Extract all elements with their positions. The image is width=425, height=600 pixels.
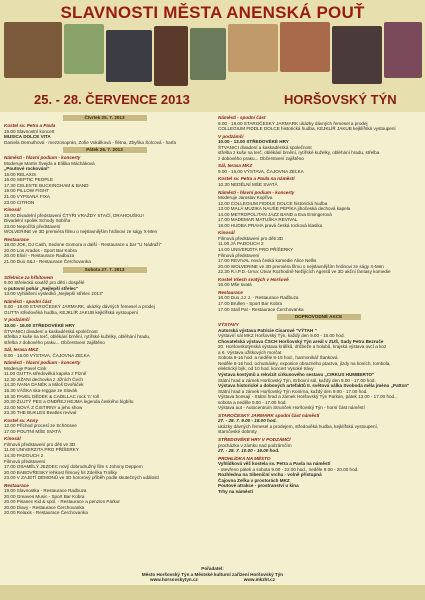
- program-line: Filmová představení: [218, 252, 260, 258]
- program-line: Výstava bonsají - Státní hrad a zámek Horšovský Týn Parkán, pátek 13.00 - 17.00 hod.,: [218, 394, 397, 400]
- venue-heading: Náměstí - hlavní podium - koncerty: [218, 189, 295, 195]
- program-line: 19.00 Slavnostka - Restaurace Radbuza: [4, 488, 87, 494]
- program-line: 22.30 R.I.P.D.-Urna: Útvar Rozhodně Nežijících Agentů ve 3D akční fantasy komedie: [218, 269, 391, 275]
- program-line: 9.00 Střelecká soutěž pro děti i dospělé: [4, 280, 85, 286]
- program-line: 22.00 NOVÁ Z ČISTIRNY a jeho show: [4, 404, 83, 410]
- program-line: 14.00 METROPOLITAN JAZZ BAND a Eva Emingerová: [218, 211, 332, 217]
- program-line: staročeské dobroty: [218, 429, 257, 435]
- venue-heading: PROHLÍDKA NA MĚSTO: [218, 455, 271, 461]
- photo-performers: [332, 26, 382, 84]
- program-line: Trhy na náměstí: [218, 488, 253, 494]
- program-line: 17.00 Stall Pal - Restaurace Čerchovanka: [218, 306, 304, 312]
- program-line: 19.00 Slavnostní koncert: [4, 128, 55, 134]
- program-line: 20.00 Diavy - Restaurace Čerchovanka: [4, 504, 85, 510]
- program-column-right: [218, 113, 419, 494]
- program-line: 27. - 28. 7. 9.00 - 18.00 hod.: [218, 418, 277, 424]
- program-line: 13.00 MALÁ MUZIKA NAUŠE PEPÍKA jihočeská dechová kapela: [218, 206, 351, 212]
- program-line: 12.30 JIŽANI dechovka z Jižních Čech: [4, 376, 83, 382]
- venue-heading: Kinosál: [4, 207, 21, 213]
- program-line: Moderuje Pavel Cink: [4, 365, 47, 371]
- venue-heading: STŘEDOVĚKÉ HRY V PODZÁMČÍ: [218, 436, 291, 442]
- program-line: 12.00 Příchod procesí ze Schönsee: [4, 423, 77, 429]
- program-line: 20.00 BABOVŘESKY lehkost filmový hit Zdeňka Trošky: [4, 469, 118, 475]
- program-line: Moderuje Jaroslav Kopřiva: [218, 195, 273, 201]
- program-line: 17.00 REVIVAL nová česká komedie Alice Nellis: [218, 258, 317, 264]
- program-line: 20.30 ŽLUTÝ PES a ONDŘEJ HEJMA legenda českého bigbítu: [4, 399, 134, 405]
- program-line: 21.00 VYPSANÁ FIXA: [4, 194, 50, 200]
- program-line: o putovní pohár „Nejlepší střelec": [4, 285, 79, 291]
- program-line: Divadelní spolek Schody Sobíňa: [4, 218, 71, 224]
- venue-heading: Střelnice za hřbitovem: [4, 274, 54, 280]
- program-line: GUTTA středověká hudba, KEJKLÍŘ JAKUB kejklířská vystoupení: [4, 309, 138, 315]
- venue-heading: Kinosál: [218, 230, 235, 236]
- program-line: Státní hrad a zámek Horšovský Týn Konírna, každý den 9.00 - 17.00 hod.: [218, 388, 368, 394]
- program-line: 20. Horšovskotýnská výstava králíků, drůbeže a holubů, krajská výstava ovcí a koz: [218, 344, 387, 350]
- program-line: ŠTVANICI divadení a kaskadérská společnost: [218, 144, 312, 150]
- program-line: Daniela Demuthová - mezzosoprán, Zofie Vokálková - flétna, Zbyňka Šolcová - harfa: [4, 139, 177, 145]
- program-line: 14.30 IVANA DANĚK a Miloš Dvořáček: [4, 382, 84, 388]
- photo-church: [228, 24, 278, 72]
- program-line: 19.00 Divadelní představení ČTYŘI VRAŽDY STAČÍ, DRAHOUŠKU!: [4, 212, 144, 218]
- venue-heading: STAROČESKÝ JARMARK spodní část náměstí: [218, 412, 320, 418]
- program-line: 16.00 Duo J.z J. - Restaurace Radbuza: [218, 295, 299, 301]
- program-line: Výstavní sál MKZ Horšovský Týn, každý den 9.00 - 16.00 hod.: [218, 333, 345, 339]
- program-line: 9.00 - 18.00 STAROČESKÝ JARMARK ukázky dávných řemesel a prodej: [218, 120, 368, 126]
- photo-parade: [4, 22, 62, 78]
- program-line: Výstava kostýmů a rekvizit cirkusového sestavu „CIRKUS HUMBERTO": [218, 371, 375, 377]
- program-line: Vyhlídková věž kostela sv. Petra a Pavla na náměstí: [218, 461, 331, 467]
- photo-square: [280, 22, 330, 72]
- program-line: 13.00 Vyhlášení výsledků „Nejlepší střelec 2013": [4, 291, 104, 297]
- venue-heading: VÝSTAVY: [218, 322, 239, 328]
- footer-organizer: Město Horšovský Týn a Městské kulturní zařízení Horšovský Týn: [141, 571, 284, 577]
- venue-heading: Náměstí - spodní část: [218, 115, 266, 120]
- program-line: sobota a neděle 9.00 - 17.00 hod.: [218, 399, 287, 405]
- program-line: 9.00 - 18.00 STAROČESKÝ JARMARK, ukázky dávných řemesel a prodej: [4, 304, 155, 310]
- venue-heading: Restaurace: [4, 236, 29, 242]
- photo-singer: [154, 26, 188, 86]
- venue-heading: Kostel sv. Anny: [4, 417, 39, 423]
- program-line: 14.00 UNIVERZITA PRO PŘÍŠERKY: [218, 247, 294, 253]
- program-line: elektrický býk, od 10 hod. koncert Vysoké trávy: [218, 366, 314, 372]
- program-line: Sobota 8-16 hod. a neděle 8-15 hod., harmonikář Šanková: [218, 355, 338, 361]
- festival-dates: 25. - 28. ČERVENCE 2013: [34, 92, 190, 107]
- venue-heading: Restaurace: [218, 289, 243, 295]
- program-line: Moderuje Martin Švejda a Eliška Mácháková: [4, 160, 95, 166]
- program-line: 18.00 JOK, DJ Cash, Sedone Gomora a další - Restaurace u bar "U Nádraží": [4, 242, 162, 248]
- venue-heading: Restaurace: [4, 482, 29, 488]
- program-line: 23.30 THE BUKLES Beatles revival: [4, 410, 77, 416]
- program-line: 9.00 - 16.00 VÝSTAVA, ČAJOVNA ZEĽKA: [4, 352, 90, 358]
- program-line: 19.00 PILLOW FIGHT: [4, 188, 50, 194]
- program-line: WOLVERINE ve 3D premiéra filmu o nejslavnějším hrdinovi ze ságy X-Men: [4, 229, 158, 235]
- program-line: 20.00 Relaxis - Restaurace Čerchovanka: [4, 510, 88, 516]
- program-line: 16.00 SEPTIC PEOPLE: [4, 177, 54, 183]
- program-line: ukázky dávných řemesel a prodejem, středověká hudba, kejklířská vystoupení,: [218, 423, 379, 429]
- venue-heading: Kostel sv. Petra a Pavla: [4, 123, 56, 128]
- venue-heading: Sál, terasa MKZ: [218, 163, 253, 169]
- program-line: Poutové atrakce - prostranství u kina: [218, 483, 299, 489]
- day-header: Sobota 27. 7. 2013: [63, 267, 147, 273]
- venue-heading: Kostel Všech svatých v Horšově: [218, 276, 289, 282]
- program-line: 15.00 RELAXIS: [4, 171, 37, 177]
- program-line: - otevřeno pátek a sobota 9.00 - 22.00 hod., neděle 9.00 - 20.00 hod.: [218, 466, 359, 472]
- venue-heading: V podzámčí: [218, 133, 244, 139]
- program-line: 23.00 CITRON: [4, 199, 35, 205]
- program-line: 21.00 Duo S&J - Restaurace Čerchovanka: [4, 259, 91, 265]
- photo-castle: [64, 24, 104, 74]
- venue-heading: Náměstí - spodní část: [4, 298, 52, 304]
- program-line: 23.00 Nepočítá představení: [4, 223, 61, 229]
- program-line: 23.00 V ZAJETÍ DÉMONŮ ve 3D hororový příběh podle skutečných událostí: [4, 475, 159, 481]
- program-line: Výstava aut - Autocentrum Strunček Horšovský Týn - horní část náměstí: [218, 405, 365, 411]
- program-line: procházka v zámku nad podzámčím: [218, 442, 292, 448]
- bottom-bar: [0, 585, 425, 600]
- program-line: 17.00 Brullen - Sport Bar Kobra: [218, 300, 283, 306]
- program-line: 18.30 PAVEL DĚDEK & CADILLAC rock 'n' roll: [4, 393, 99, 399]
- program-line: 12.00 COLLEGIUM FIDDLE DOLCE historická hudba: [218, 200, 328, 206]
- program-line: ŠTVANICI divadení a kaskadérská společnost: [4, 328, 98, 334]
- venue-heading: Sál, terasa MKZ: [4, 347, 39, 353]
- organizer-footer: [0, 566, 425, 583]
- program-line: Čajovna Zeľka v prostorách MKZ: [218, 477, 290, 483]
- day-header: DOPROVODNÉ AKCE: [277, 314, 361, 320]
- header-photo-collage: [0, 0, 425, 112]
- photo-crowd: [190, 28, 226, 80]
- venue-heading: Kinosál: [4, 436, 21, 442]
- program-line: „Poutové rockování": [4, 166, 50, 172]
- program-line: Chovatelská výstava ČSCH Horšovský Týn areál v ZUŠ, Sady Petra Bezruče: [218, 338, 384, 344]
- program-column-left: [4, 113, 205, 516]
- program-line: 20.00 WOLVERINE ve 3D premiéra filmu o nejslavnějším hrdinovi ze ságy X-Men: [218, 263, 384, 269]
- program-line: střelba z kuše na terč, oblékání brnění, rytířské kuželky, obléhání hradu, střelba: [218, 150, 380, 156]
- program-line: 20.00 Elixír - Restaurace Radbuza: [4, 253, 75, 259]
- program-line: Autorská výstava Patricie Cisarové "VÝTAH ": [218, 327, 317, 333]
- venue-heading: Náměstí - hlavní podium - koncerty: [4, 155, 81, 161]
- program-line: 17.00 OSAMĚLÝ JEZDEC nový dobrodružný film s Johnny Deppem: [4, 464, 143, 470]
- program-line: COLLEGIUM FIDDLE DOLCE historická hudba, KEJKLÍŘ JAKUB kejklířská vystoupení: [218, 126, 396, 132]
- program-line: 11.00 GUTTA středověká kapela z Plzně: [4, 371, 87, 377]
- program-line: 17.00 MADEMAR MATUŠKA REVIVAL: [218, 217, 298, 223]
- day-header: Čtvrtek 25. 7. 2013: [63, 115, 147, 121]
- venue-heading: Kostel sv. Petra a Pavla na náměstí: [218, 176, 295, 182]
- program-line: 10.00 - 16.00 STŘEDOVĚKÉ HRY: [4, 322, 75, 328]
- program-line: Výstava historické a dobových artefaktů II. světová válka Svoboda měla jméno „Patton": [218, 383, 410, 389]
- day-header: Pátek 26. 7. 2013: [63, 147, 147, 153]
- festival-title: SLAVNOSTI MĚSTA ANENSKÁ POUŤ: [60, 3, 365, 22]
- photo-dancers: [384, 22, 422, 78]
- program-line: a 6. Výstava užitkových morčat: [218, 349, 282, 355]
- photo-band: [106, 30, 152, 82]
- program-line: 10.30 NEDĚLNÍ MŠE SVATÁ: [218, 182, 278, 188]
- program-line: 16.30 VÁŠKA ska-reggae ze Slovák: [4, 387, 78, 393]
- program-line: 27. - 28. 7. 10.00 - 16.00 hod.: [218, 448, 280, 454]
- festival-place: HORŠOVSKÝ TÝN: [284, 92, 397, 107]
- program-line: střelba z dobového praku... Občerstvení zajištěno: [4, 339, 105, 345]
- program-line: 17.00 POUTNÍ MŠE SVATÁ: [4, 428, 62, 434]
- program-line: 14.30 PADOUCH 2: [4, 452, 44, 458]
- program-line: Státní hrad a zámek Horšovský Týn, Erbovní sál, každý den 9.00 - 17.00 hod.: [218, 377, 376, 383]
- program-line: 9.00 - 16.00 VÝSTAVA, ČAJOVNA ZEĽKA: [218, 168, 304, 174]
- program-line: 11.00 UNIVERZITA PRO PŘÍŠERKY: [4, 447, 79, 453]
- program-line: 11.00 JÁ PADOUCH 2: [218, 241, 264, 247]
- program-line: 20.00 Los Arados - Sport Bar Kobra: [4, 247, 77, 253]
- program-line: MUSICA DOLCE VITA: [4, 134, 51, 140]
- program-line: z dobového praku... Občerstvení zajištěno: [218, 155, 304, 161]
- program-line: 20.00 Pisanec Kid & spol. - Restaurace a penzion Parkur: [4, 499, 120, 505]
- program-line: 10.00 - 13.00 STŘEDOVĚKÉ HRY: [218, 139, 289, 145]
- footer-label: Pořadatel:: [201, 566, 224, 571]
- program-line: 16.00 Mše svatá: [218, 282, 252, 288]
- program-line: Filmová představení pro děti ve 3D: [4, 441, 76, 447]
- program-line: 17.30 CELESTE BUCKINGHAM & BAND: [4, 182, 89, 188]
- footer-websites: www.horsovskytyn.cz www.mkzht.cz: [150, 577, 275, 583]
- venue-heading: V podzámčí: [4, 317, 30, 323]
- program-line: Neděle 8-16 hod. ochutnávky, exposice obrazného ptactva, jízdy na koních, tombola,: [218, 360, 391, 366]
- program-line: střelba z kuše na terč, oblékání brnění, rytířské kuželky, obléhání hradu,: [4, 334, 151, 340]
- venue-heading: Náměstí - hlavní podium - koncerty: [4, 360, 81, 366]
- program-line: Filmová představení pro děti 3D: [218, 235, 284, 241]
- program-line: 18.00 HUDBA PRAHA pravá česká rocková klasika: [218, 222, 323, 228]
- program-line: 20.00 Greaves Music - Sport Bar Kobra: [4, 493, 85, 499]
- program-line: Rozhledna na Sibeniční vrchu - volně přístupná: [218, 472, 322, 478]
- program-line: Filmová představení: [4, 458, 46, 464]
